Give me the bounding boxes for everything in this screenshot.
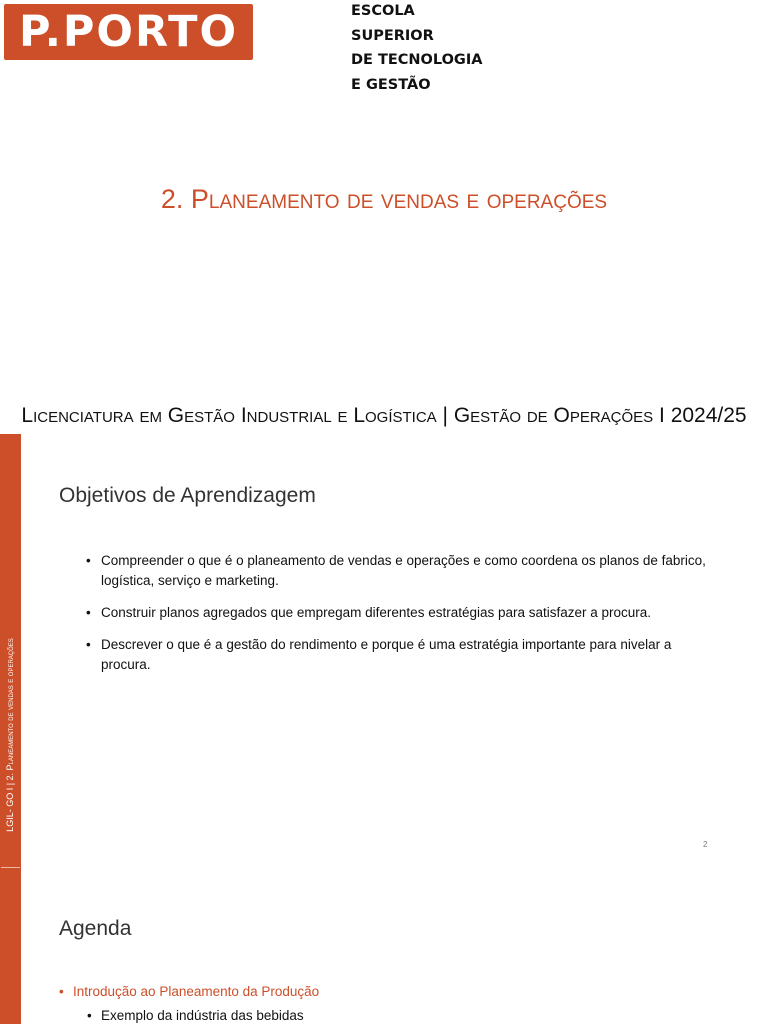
agenda-subitem <box>87 1008 304 1023</box>
objective-item <box>86 551 714 591</box>
objectives-list <box>86 551 714 687</box>
school-name-line: SUPERIOR <box>351 27 434 44</box>
page-number: 2 <box>703 840 708 849</box>
objective-text: Construir planos agregados que empregam diferentes estratégias para satisfazer a procura. <box>101 605 652 620</box>
presentation-title: 2. Planeamento de vendas e operações <box>160 184 608 214</box>
school-name <box>351 2 482 100</box>
objective-text: Descrever o que é a gestão do rendimento e porque é uma estratégia importante para nivelar a procura. <box>101 637 672 672</box>
bullet-icon: • <box>86 553 91 568</box>
agenda-item <box>59 984 319 999</box>
objective-text: Compreender o que é o planeamento de vendas e operações e como coordena os planos de fabrico, logística, serviço e marketing. <box>101 553 706 588</box>
agenda-subitem-label: Exemplo da indústria das bebidas <box>101 1008 304 1023</box>
bullet-icon: • <box>87 1008 92 1023</box>
objectives-title: Objetivos de Aprendizagem <box>59 484 316 507</box>
school-name-line: E GESTÃO <box>351 76 431 93</box>
pporto-logo <box>4 4 253 60</box>
course-subtitle: Licenciatura em Gestão Industrial e Logística | Gestão de Operações I 2024/25 <box>21 404 747 427</box>
bullet-icon: • <box>86 637 91 652</box>
objective-item <box>86 603 714 623</box>
side-bar-divider <box>1 867 20 868</box>
bullet-icon: • <box>86 605 91 620</box>
school-name-line: ESCOLA <box>351 3 415 19</box>
school-name-line: DE TECNOLOGIA <box>351 52 483 68</box>
side-bar-label: LGIL- GO I | 2. Planeamento de vendas e operações <box>5 638 15 832</box>
agenda-title: Agenda <box>59 917 132 940</box>
agenda-item-label: Introdução ao Planeamento da Produção <box>73 984 320 999</box>
pporto-logo-text: P.PORTO <box>18 6 239 57</box>
bullet-icon: • <box>59 984 64 999</box>
objective-item <box>86 635 714 675</box>
